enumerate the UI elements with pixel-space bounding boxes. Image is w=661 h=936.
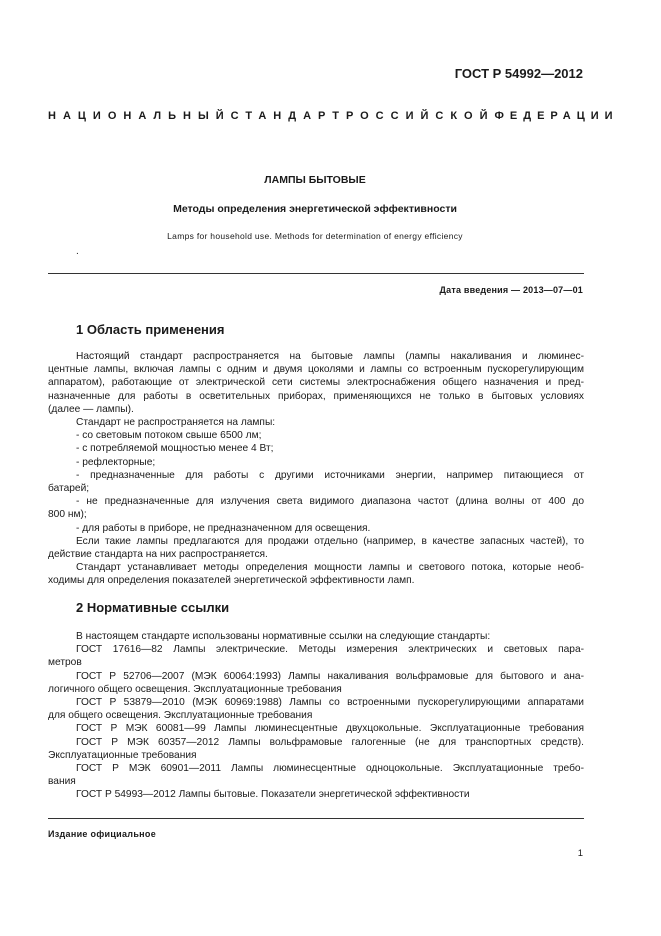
- text-line: 800 нм);: [48, 509, 87, 521]
- list-item: - для работы в приборе, не предназначенном для освещения.: [76, 522, 371, 534]
- text-line: Стандарт не распространяется на лампы:: [76, 417, 276, 429]
- text-line: действие стандарта на них распространяется.: [48, 549, 268, 561]
- reference-line: для общего освещения. Эксплуатационные требования: [48, 710, 313, 722]
- section-1-body: [48, 350, 584, 588]
- text-line: аппаратом), работающие от электрической сети системы электроснабжения общего назначения и пред-: [48, 377, 584, 389]
- document-subtitle: Методы определения энергетической эффективности: [173, 203, 457, 215]
- text-line: (далее — лампы).: [48, 403, 134, 415]
- text-line: центные лампы, включая лампы с одним и двумя цоколями и лампы со встроенным пускорегулирующим: [48, 364, 584, 376]
- text-line: Стандарт устанавливает методы определения мощности лампы и светового потока, которые необ-: [76, 562, 584, 574]
- text-line: ходимы для определения показателей энергетической эффективности ламп.: [48, 575, 415, 587]
- list-item: - со световым потоком свыше 6500 лм;: [76, 430, 262, 442]
- footer-divider: [48, 818, 584, 819]
- text-line: Если такие лампы предлагаются для продажи отдельно (например, в качестве запасных частей), то: [76, 535, 584, 547]
- reference-line: вания: [48, 776, 76, 788]
- standard-code: ГОСТ Р 54992—2012: [454, 66, 583, 81]
- list-item: - с потребляемой мощностью менее 4 Вт;: [76, 443, 274, 455]
- national-standard-banner: [48, 110, 619, 122]
- banner-word: ФЕДЕРАЦИИ: [494, 110, 619, 122]
- reference-line: ГОСТ Р 53879—2010 (МЭК 60969:1988) Лампы со встроенными пускорегулирующими аппаратами: [76, 697, 584, 709]
- list-item: - не предназначенные для излучения света видимого диапазона частот (длина волны от 400 до: [76, 496, 584, 508]
- english-title: Lamps for household use. Methods for determination of energy efficiency: [167, 231, 463, 241]
- reference-line: Эксплуатационные требования: [48, 749, 197, 761]
- text-line: Настоящий стандарт распространяется на бытовые лампы (лампы накаливания и люминес-: [76, 351, 584, 362]
- banner-word: РОССИЙСКОЙ: [345, 110, 495, 122]
- banner-word: НАЦИОНАЛЬНЫЙ: [48, 110, 231, 122]
- reference-line: ГОСТ Р 54993—2012 Лампы бытовые. Показатели энергетической эффективности: [76, 789, 470, 801]
- section-2-body: [48, 630, 584, 802]
- text-line: батарей;: [48, 483, 90, 495]
- document-title: ЛАМПЫ БЫТОВЫЕ: [264, 174, 366, 186]
- header-divider: [48, 273, 584, 274]
- reference-line: логичного общего освещения. Эксплуатационные требования: [48, 683, 342, 695]
- section-1-heading: 1 Область применения: [76, 322, 225, 337]
- page-number: 1: [577, 848, 583, 859]
- text-line: назначенные для работы в осветительных приборах, применяющихся не только в бытовых условиях: [48, 390, 584, 402]
- text-line: В настоящем стандарте использованы нормативные ссылки на следующие стандарты:: [76, 631, 491, 642]
- reference-line: ГОСТ Р 52706—2007 (МЭК 60064:1993) Лампы накаливания вольфрамовые для бытового и ана-: [76, 670, 584, 682]
- introduction-date: Дата введения — 2013—07—01: [439, 285, 583, 295]
- list-item: - рефлекторные;: [76, 456, 156, 468]
- reference-line: ГОСТ Р МЭК 60901—2011 Лампы люминесцентные одноцокольные. Эксплуатационные требо-: [76, 763, 584, 775]
- edition-label: Издание официальное: [48, 829, 157, 839]
- banner-word: СТАНДАРТ: [230, 110, 346, 122]
- reference-line: ГОСТ Р МЭК 60357—2012 Лампы вольфрамовые галогенные (не для транспортных средств).: [76, 736, 584, 748]
- list-item: - предназначенные для работы с другими источниками энергии, например питающиеся от: [76, 469, 584, 481]
- reference-line: ГОСТ 17616—82 Лампы электрические. Методы измерения электрических и световых пара-: [76, 644, 584, 656]
- reference-line: метров: [48, 657, 82, 669]
- reference-line: ГОСТ Р МЭК 60081—99 Лампы люминесцентные двухцокольные. Эксплуатационные требования: [76, 723, 584, 735]
- section-2-heading: 2 Нормативные ссылки: [76, 600, 230, 615]
- stray-dot: .: [76, 246, 79, 257]
